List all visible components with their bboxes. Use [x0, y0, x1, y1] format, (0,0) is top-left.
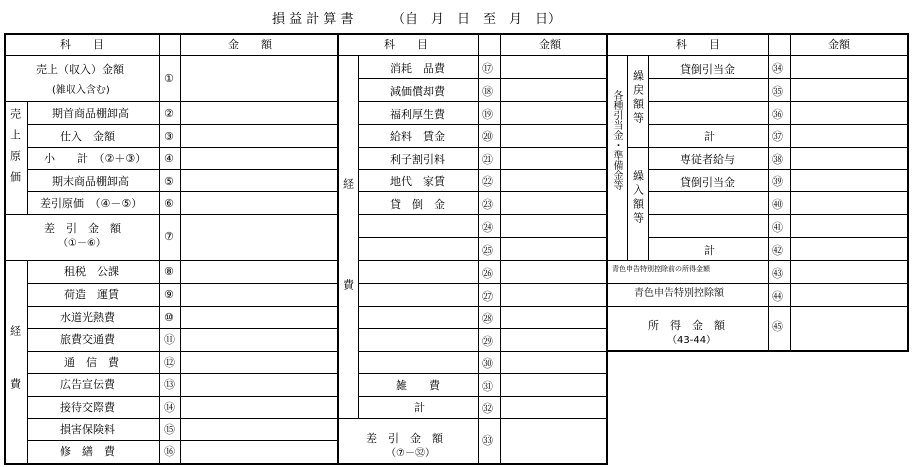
income-amount-formula: （43-44）	[667, 335, 717, 346]
amount-input[interactable]	[501, 79, 605, 100]
amount-input[interactable]	[181, 192, 336, 213]
amount-input[interactable]	[181, 352, 336, 372]
sales-note: (雑収入含む)	[52, 85, 110, 96]
line-number: ㉔	[482, 221, 493, 234]
line-number: ⑭	[164, 401, 175, 414]
blue-return-before-label: 青色申告特別控除前の所得金額	[612, 265, 710, 273]
amount-input[interactable]	[791, 102, 906, 123]
sales-label: 売上（収入）金額	[36, 63, 124, 76]
header-amount-col1: 金 額	[228, 38, 272, 51]
line-number: ㊴	[772, 175, 783, 188]
entertainment-label: 接待交際費	[60, 401, 115, 414]
advertising-label: 広告宣伝費	[60, 378, 115, 391]
line-number: ㊺	[772, 320, 783, 333]
amount-input[interactable]	[791, 125, 906, 146]
line-number: ㉓	[482, 198, 493, 211]
amount-input[interactable]	[181, 441, 336, 462]
amount-input[interactable]	[501, 307, 605, 327]
cost-of-sales-label: 差引原価 （④－⑤）	[40, 197, 143, 210]
travel-label: 旅費交通費	[60, 333, 115, 346]
amount-input[interactable]	[791, 170, 906, 190]
salaries-label: 給料 賃金	[390, 130, 445, 143]
amount-input[interactable]	[791, 148, 906, 168]
interest-label: 利子割引料	[390, 153, 445, 166]
amount-input[interactable]	[181, 284, 336, 305]
line-number: ①	[164, 72, 174, 85]
amount-input[interactable]	[501, 215, 605, 236]
amount-input[interactable]	[501, 284, 605, 305]
insurance-label: 損害保険料	[60, 423, 115, 436]
allowance-transfer-label: 貸倒引当金	[680, 176, 735, 189]
transfer-group-label: 繰入額等	[631, 170, 645, 226]
amount-input[interactable]	[501, 261, 605, 282]
line-number: ㉑	[482, 153, 493, 166]
custom-item-input[interactable]	[359, 261, 477, 282]
line-number: ㊷	[772, 244, 783, 257]
header-amount-col3: 金額	[828, 38, 850, 51]
line-number: ㉙	[482, 335, 493, 348]
expenses-group-label-col1: 経費	[8, 325, 22, 431]
page-title: 損 益 計 算 書	[272, 12, 354, 27]
custom-item-input[interactable]	[359, 215, 477, 236]
line-number: ㊵	[772, 198, 783, 211]
line-number: ㉜	[482, 402, 493, 415]
amount-input[interactable]	[501, 148, 605, 168]
subtotal-label: 小 計 （②＋③）	[44, 152, 147, 165]
custom-item-input[interactable]	[649, 215, 767, 236]
closing-inventory-label: 期末商品棚卸高	[52, 175, 129, 188]
bad-debts-label: 貸 倒 金	[390, 198, 445, 211]
amount-input[interactable]	[501, 125, 605, 146]
line-number: ㉘	[482, 312, 493, 325]
line-number: ④	[164, 152, 174, 165]
line-number: ㉚	[482, 357, 493, 370]
repairs-label: 修 繕 費	[60, 445, 115, 458]
line-number: ㉗	[482, 290, 493, 303]
custom-item-input[interactable]	[359, 238, 477, 259]
line-number: ㊸	[772, 267, 783, 280]
amount-input[interactable]	[181, 215, 336, 259]
line-number: ⑮	[164, 423, 175, 436]
line-number: ⑱	[482, 85, 493, 98]
communication-label: 通 信 費	[64, 356, 119, 369]
line-number: ⑳	[482, 130, 493, 143]
amount-input[interactable]	[501, 419, 605, 462]
line-number: ⑥	[164, 197, 174, 210]
line-number: ㉞	[772, 62, 783, 75]
reserves-group-label: 各種引当金・準備金等	[611, 90, 622, 190]
custom-item-input[interactable]	[649, 79, 767, 100]
amount-input[interactable]	[791, 238, 906, 259]
amount-input[interactable]	[501, 352, 605, 372]
line-number: ⑲	[482, 108, 493, 121]
line-number: ㉒	[482, 175, 493, 188]
amount-input[interactable]	[181, 397, 336, 417]
amount-input[interactable]	[501, 397, 605, 417]
income-amount-label: 所 得 金 額	[648, 319, 725, 332]
line-number: ㊳	[772, 153, 783, 166]
line-number: ⑯	[164, 445, 175, 458]
net-amount-formula: （⑦－㉜）	[386, 448, 435, 459]
custom-item-input[interactable]	[359, 329, 477, 350]
header-item-col3: 科 目	[676, 38, 720, 51]
amount-input[interactable]	[501, 329, 605, 350]
gross-profit-label: 差 引 金 額	[44, 222, 121, 235]
net-amount-label: 差 引 金 額	[366, 432, 443, 445]
amount-input[interactable]	[181, 329, 336, 350]
line-number: ③	[164, 130, 174, 143]
line-number: ㉟	[772, 85, 783, 98]
line-number: ⑧	[164, 265, 174, 278]
line-number: ⑨	[164, 288, 174, 301]
line-number: ⑫	[164, 356, 175, 369]
header-item-col1: 科 目	[60, 38, 104, 51]
custom-item-input[interactable]	[359, 307, 477, 327]
line-number: ㊹	[772, 290, 783, 303]
line-number: ②	[164, 107, 174, 120]
amount-input[interactable]	[501, 238, 605, 259]
taxes-label: 租税 公課	[64, 265, 119, 278]
amount-input[interactable]	[791, 215, 906, 236]
custom-item-input[interactable]	[359, 284, 477, 305]
line-number: ⑩	[164, 311, 174, 324]
line-number: ⑰	[482, 62, 493, 75]
amount-input[interactable]	[791, 79, 906, 100]
amount-input[interactable]	[791, 307, 906, 349]
amount-input[interactable]	[791, 56, 906, 77]
amount-input[interactable]	[181, 148, 336, 168]
line-number: ⑦	[164, 230, 174, 243]
amount-input[interactable]	[501, 192, 605, 213]
consumables-label: 消耗 品費	[390, 62, 445, 75]
line-number: ㉛	[482, 380, 493, 393]
family-salary-label: 専従者給与	[680, 153, 735, 166]
amount-input[interactable]	[501, 56, 605, 77]
opening-inventory-label: 期首商品棚卸高	[52, 107, 129, 120]
amount-input[interactable]	[181, 125, 336, 146]
line-number: ㊶	[772, 221, 783, 234]
line-number: ㊲	[772, 130, 783, 143]
amount-input[interactable]	[181, 170, 336, 190]
line-number: ⑬	[164, 378, 175, 391]
amount-input[interactable]	[791, 261, 906, 282]
amount-input[interactable]	[791, 284, 906, 305]
rent-label: 地代 家賃	[390, 175, 445, 188]
depreciation-label: 減価償却費	[390, 85, 445, 98]
transfer-total-label: 計	[704, 244, 715, 257]
amount-input[interactable]	[181, 419, 336, 439]
misc-expenses-label: 雑 費	[396, 379, 440, 392]
reversal-total-label: 計	[704, 130, 715, 143]
amount-input[interactable]	[181, 102, 336, 123]
cogs-group-label: 売上原価	[8, 108, 22, 192]
welfare-label: 福利厚生費	[390, 108, 445, 121]
amount-input[interactable]	[181, 307, 336, 327]
freight-label: 荷造 運賃	[64, 288, 119, 301]
custom-item-input[interactable]	[649, 192, 767, 213]
amount-input[interactable]	[181, 374, 336, 395]
header-amount-col2: 金額	[539, 38, 561, 51]
expenses-total-label: 計	[414, 401, 425, 414]
allowance-reversal-label: 貸倒引当金	[680, 63, 735, 76]
amount-input[interactable]	[181, 56, 336, 100]
line-number: ⑪	[164, 333, 175, 346]
line-number: ㊱	[772, 108, 783, 121]
reversal-group-label: 繰戻額等	[631, 70, 645, 126]
line-number: ㉕	[482, 244, 493, 257]
gross-profit-formula: （①－⑥）	[58, 238, 106, 249]
amount-input[interactable]	[501, 374, 605, 395]
line-number: ⑤	[164, 175, 174, 188]
blue-return-deduction-label: 青色申告特別控除額	[634, 288, 724, 299]
amount-input[interactable]	[791, 192, 906, 213]
purchases-label: 仕入 金額	[60, 130, 115, 143]
report-period: （自 月 日 至 月 日）	[392, 12, 562, 27]
amount-input[interactable]	[501, 102, 605, 123]
amount-input[interactable]	[181, 261, 336, 282]
expenses-group-label-col2: 経費	[341, 178, 355, 380]
custom-item-input[interactable]	[359, 352, 477, 372]
line-number: ㉝	[482, 434, 493, 447]
utilities-label: 水道光熱費	[60, 311, 115, 324]
custom-item-input[interactable]	[649, 102, 767, 123]
line-number: ㉖	[482, 267, 493, 280]
amount-input[interactable]	[501, 170, 605, 190]
header-item-col2: 科 目	[384, 38, 428, 51]
